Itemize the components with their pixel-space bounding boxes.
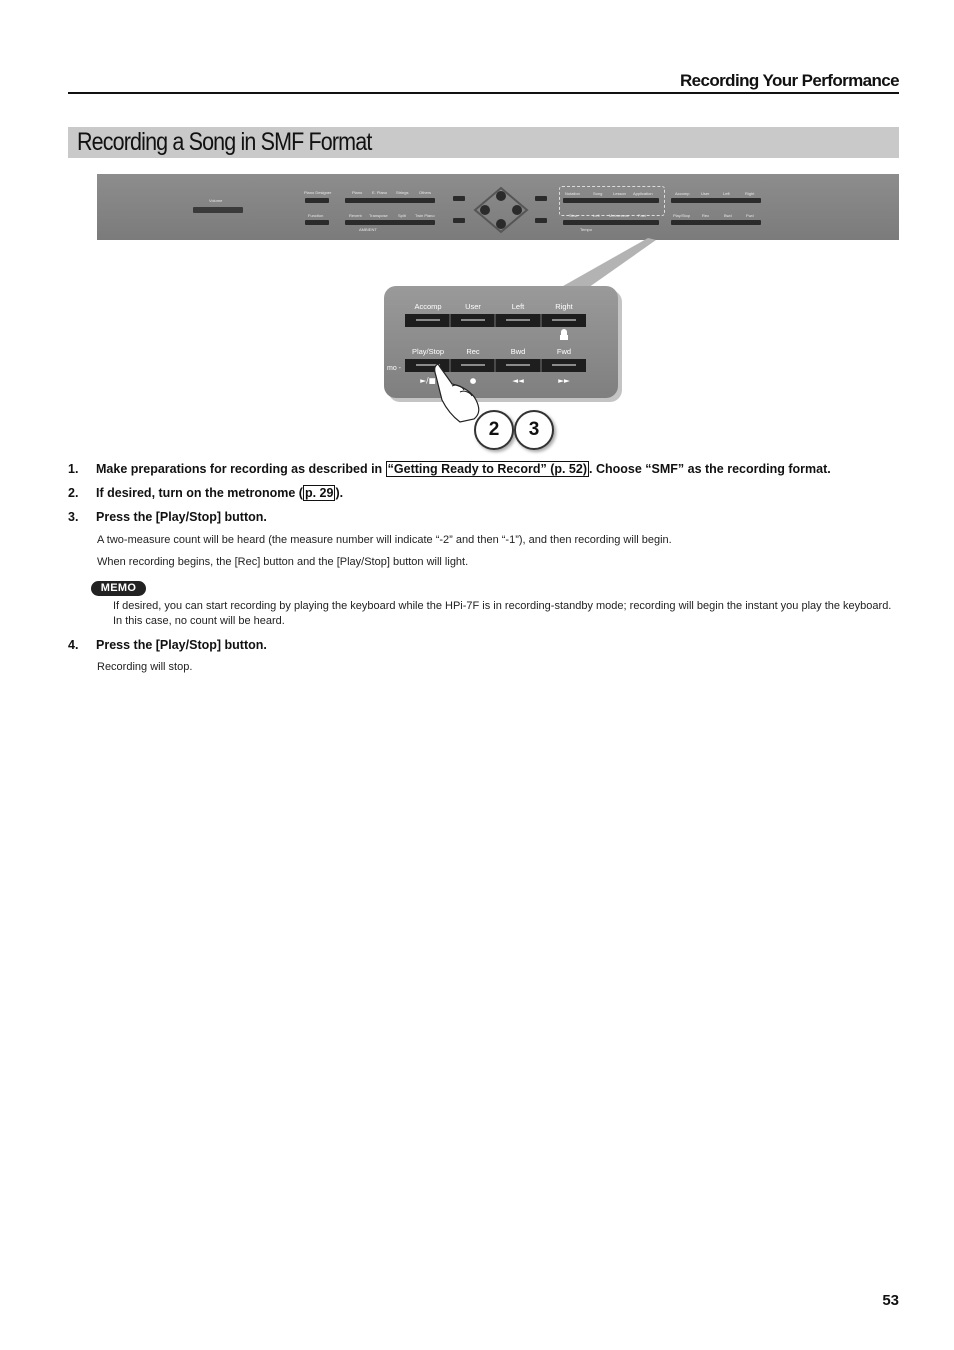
panel-label-function: Function (308, 213, 324, 218)
panel-label-application: Application (633, 191, 653, 196)
zoom-label-rec: Rec (466, 347, 480, 356)
step-text-pre: Make preparations for recording as described in (96, 462, 386, 476)
zoom-led (461, 319, 485, 321)
step-number: 4. (68, 638, 79, 652)
panel-label-right: Right (745, 191, 755, 196)
panel-label-bwd: Bwd (724, 213, 732, 218)
callout-step-3: 3 (514, 410, 554, 450)
panel-label-twin-piano: Twin Piano (415, 213, 435, 218)
link-metronome[interactable]: p. 29 (304, 486, 334, 500)
zoom-label-user: User (465, 302, 481, 311)
step-number: 3. (68, 510, 79, 524)
zoom-label-play-stop: Play/Stop (411, 347, 445, 356)
panel-label-notation: Notation (565, 191, 580, 196)
panel-label-piano-designer: Piano Designer (304, 190, 332, 195)
zoom-label-fwd: Fwd (556, 347, 572, 356)
panel-label-left-mid: Left (593, 213, 600, 218)
panel-label-volume: Volume (209, 198, 223, 203)
panel-label-transpose: Transpose (369, 213, 388, 218)
section-title: Recording a Song in SMF Format (77, 128, 372, 156)
panel-label-left: Left (723, 191, 730, 196)
panel-label-rec: Rec (702, 213, 710, 218)
step-number: 1. (68, 462, 79, 476)
zoom-led (552, 319, 576, 321)
page-number: 53 (882, 1292, 899, 1309)
panel-button (305, 220, 329, 225)
zoom-led (461, 364, 485, 366)
zoom-label-left: Left (511, 302, 525, 311)
zoom-detail-illustration (380, 236, 680, 436)
panel-label-fwd: Fwd (746, 213, 754, 218)
zoom-led (416, 319, 440, 321)
step-3-body-1: A two-measure count will be heard (the measure number will indicate “-2” and then “-1”), and then recording will begin. (97, 534, 672, 546)
play-stop-icon: ►/■ (420, 376, 436, 385)
panel-label-epiano: E. Piano (372, 190, 388, 195)
panel-track-buttons (671, 198, 761, 203)
step-text: Press the [Play/Stop] button. (96, 510, 267, 524)
step-text (96, 462, 831, 476)
panel-label-lesson: Lesson (613, 191, 626, 196)
panel-label-tempo: Tempo (580, 227, 593, 232)
volume-slider (193, 207, 243, 213)
zoom-led (506, 364, 530, 366)
zoom-label-accomp: Accomp (414, 302, 442, 311)
step-3-body-2: When recording begins, the [Rec] button and the [Play/Stop] button will light. (97, 556, 469, 568)
record-icon: ● (469, 376, 477, 385)
step-text-post: . Choose “SMF” as the recording format. (589, 462, 831, 476)
panel-tone-buttons (345, 198, 435, 203)
zoom-label-right: Right (555, 302, 573, 311)
panel-label-slow: Slow (569, 213, 578, 218)
panel-label-metronome: Metronome (609, 213, 630, 218)
panel-label-fast: Fast (638, 213, 646, 218)
panel-button (305, 198, 329, 203)
panel-button (453, 196, 465, 201)
panel-label-split: Split (398, 213, 406, 218)
panel-mode-buttons (563, 198, 659, 203)
panel-label-others: Others (419, 190, 432, 195)
step-text: Press the [Play/Stop] button. (96, 638, 267, 652)
panel-label-ambient: AMBIENT (359, 227, 377, 232)
link-getting-ready[interactable]: “Getting Ready to Record” (p. 52) (387, 462, 588, 476)
section-bar (68, 127, 899, 158)
panel-label-piano: Piano (352, 190, 363, 195)
panel-label-song: Song (593, 191, 603, 196)
step-number: 2. (68, 486, 79, 500)
panel-tempo-buttons (563, 220, 659, 225)
step-text (96, 486, 343, 500)
panel-button (535, 196, 547, 201)
zoom-label-bwd: Bwd (510, 347, 526, 356)
panel-label-accomp: Accomp (675, 191, 690, 196)
step-4-body: Recording will stop. (97, 661, 193, 673)
step-text-post: ). (335, 486, 344, 500)
zoom-led (552, 364, 576, 366)
callout-step-2: 2 (474, 410, 514, 450)
panel-label-reverb: Reverb (349, 213, 362, 218)
zoom-pointer (556, 238, 656, 290)
cursor-pad-icon (471, 184, 531, 236)
panel-button (453, 218, 465, 223)
panel-label-user: User (701, 191, 710, 196)
zoom-side-label: mo - (387, 365, 401, 372)
panel-effect-buttons (345, 220, 435, 225)
control-panel-illustration (97, 174, 899, 240)
rewind-icon: ◄◄ (512, 376, 524, 385)
panel-label-play-stop: Play/Stop (673, 213, 691, 218)
running-head: Recording Your Performance (68, 70, 899, 94)
panel-button (535, 218, 547, 223)
memo-badge: MEMO (91, 581, 146, 596)
panel-transport-buttons (671, 220, 761, 225)
zoom-led (506, 319, 530, 321)
panel-label-strings: Strings (396, 190, 409, 195)
memo-text: If desired, you can start recording by playing the keyboard while the HPi-7F is in recording-standby mode; recording will begin the instant you play the keyboard. In this case, no count will be heard. (113, 600, 892, 627)
fast-forward-icon: ►► (558, 376, 570, 385)
step-text-pre: If desired, turn on the metronome ( (96, 486, 303, 500)
